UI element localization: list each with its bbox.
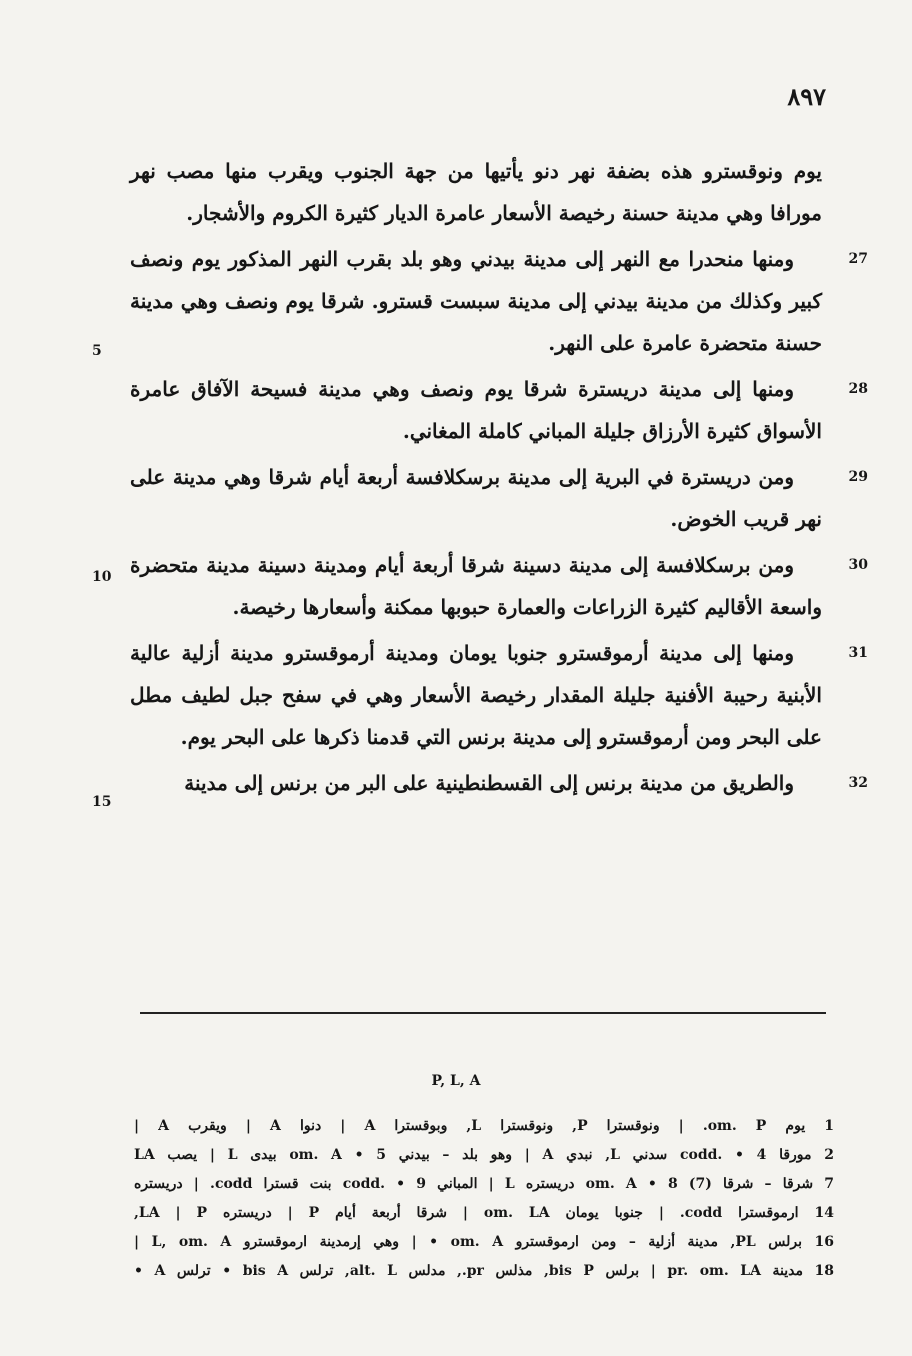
paragraph-number: 29 (848, 469, 868, 485)
paragraph (130, 368, 868, 452)
page-number: ٨٩٧ (787, 82, 826, 111)
apparatus-line: 1 يوم om. P. | ونوقسترا P, ونوقسترا L, وبوقسترا A | دنوا A | ويقرب A | (134, 1118, 834, 1134)
paragraph-number: 32 (848, 775, 868, 791)
paragraph-text: ومنها إلى مدينة أرموقسترو جنوبا يومان ومدينة أرموقسترو مدينة أزلية عالية الأبنية رحيبة الأفنية جليلة المقدار رخيصة الأسعار وهي في سفح جبل لطيف مطل على البحر ومن أرموقسترو إلى مدينة برنس التي قدمنا ذكرها على البحر يوم. (130, 641, 822, 749)
paragraph-number: 27 (848, 251, 868, 267)
paragraph-text: يوم ونوقسترو هذه بضفة نهر دنو يأتيها من جهة الجنوب ويقرب منها مصب نهر مورافا وهي مدينة حسنة رخيصة الأسعار عامرة الديار كثيرة الكروم والأشجار. (130, 159, 822, 225)
paragraph (130, 762, 868, 804)
line-number: 5 (92, 343, 102, 359)
main-text (130, 150, 868, 808)
paragraph (130, 632, 868, 758)
paragraph (130, 544, 868, 628)
paragraph-number: 28 (848, 381, 868, 397)
paragraph (130, 150, 822, 234)
paragraph (130, 238, 868, 364)
paragraph-text: ومن برسكلافسة إلى مدينة دسينة شرقا أربعة أيام ومدينة دسينة مدينة متحضرة واسعة الأقاليم كثيرة الزراعات والعمارة حبوبها ممكنة وأسعارها رخيصة. (130, 553, 822, 619)
apparatus-line: 2 مورقا codd. • 4 سدني L, نبدي A | وهو بلد – بيدني om. A • 5 بيدى L | يصب LA (134, 1147, 834, 1163)
apparatus-line: 7 شرقا – شرقا (7) om. A • 8 دريستره L | المباني codd. • 9 بنت قسترا codd. | دريستره (134, 1176, 834, 1192)
paragraph-text: ومنها إلى مدينة دريسترة شرقا يوم ونصف وهي مدينة فسيحة الآفاق عامرة الأسواق كثيرة الأرزاق جليلة المباني كاملة المغاني. (130, 377, 822, 443)
line-number: 10 (92, 569, 112, 585)
line-number: 15 (92, 794, 112, 810)
paragraph-text: والطريق من مدينة برنس إلى القسطنطينية على البر من برنس إلى مدينة (184, 771, 794, 795)
paragraph-text: ومن دريسترة في البرية إلى مدينة برسكلافسة أربعة أيام شرقا وهي مدينة على نهر قريب الخوض. (130, 465, 822, 531)
apparatus-sigla: P, L, A (431, 1073, 481, 1089)
apparatus-line: 14 ارموقسترا codd. | جنوبا يومان om. LA | شرقا أربعة أيام P | دريستره LA | P, (134, 1205, 834, 1221)
critical-apparatus (134, 1112, 834, 1286)
paragraph-number: 31 (848, 645, 868, 661)
paragraph-text: ومنها منحدرا مع النهر إلى مدينة بيدني وهو بلد بقرب النهر المذكور يوم ونصف كبير وكذلك من مدينة بيدني إلى مدينة سبست قسترو. شرقا يوم ونصف وهي مدينة حسنة متحضرة عامرة على النهر. (130, 247, 822, 355)
footnote-divider (140, 1012, 826, 1014)
paragraph-number: 30 (848, 557, 868, 573)
apparatus-line: 16 برلس PL, مدينة أزلية – ومن ارموقسترو om. A • | وهي إرمدينة ارموقسترو L, om. A | (134, 1234, 834, 1250)
apparatus-line: 18 مدينة pr. om. LA | برلس bis P, مذلس pr., مدلس alt. L, ترلس bis A • ترلس A • (134, 1263, 834, 1279)
paragraph (130, 456, 868, 540)
